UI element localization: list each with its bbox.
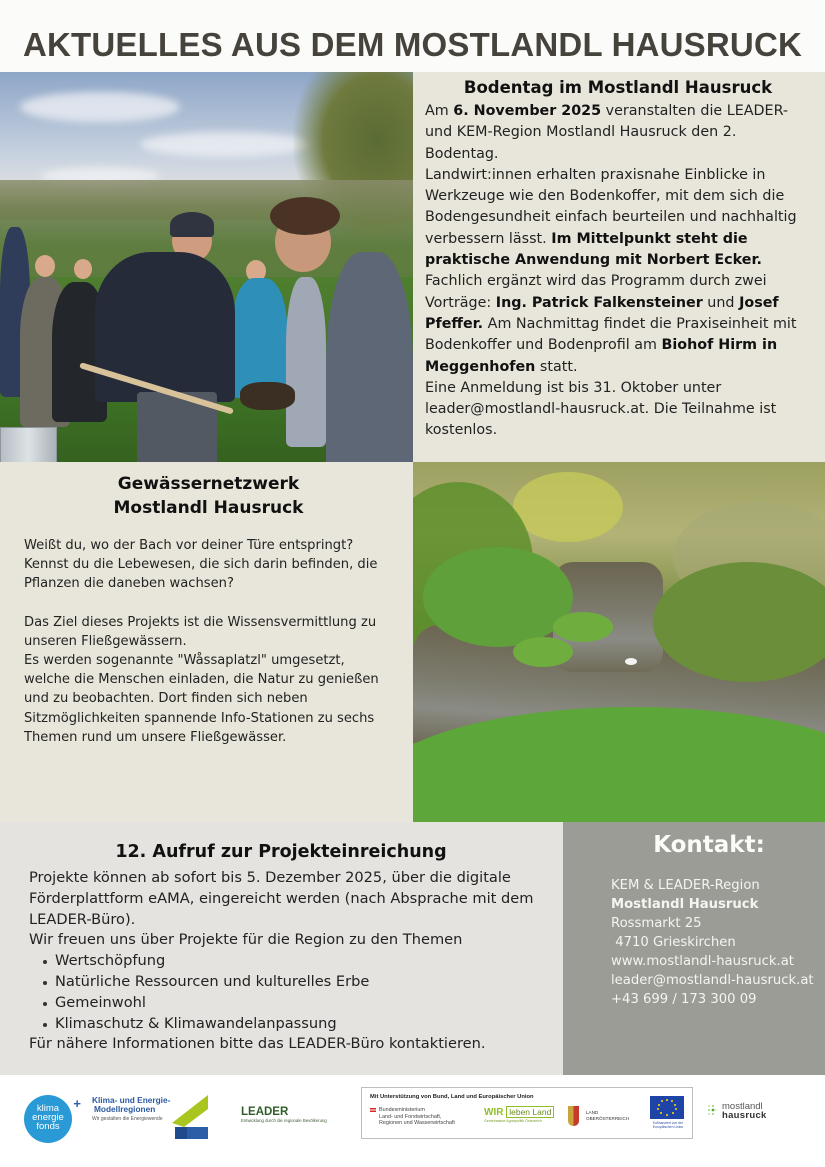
aufruf-section (0, 822, 563, 1075)
themes-list (29, 951, 543, 1034)
logo-text: WIR (484, 1107, 504, 1118)
funding-logos-box (361, 1087, 693, 1139)
kem-mark-icon (172, 1095, 208, 1139)
contact-org: KEM & LEADER-Region (611, 878, 760, 893)
eu-flag-icon (650, 1096, 684, 1119)
upper-austria-crest-icon (568, 1106, 579, 1126)
logo-text: Klima- und Energie- (92, 1095, 171, 1105)
speaker-name: Josef Pfeffer. (425, 294, 779, 332)
speaker-name: Ing. Patrick Falkensteiner (495, 294, 703, 311)
contact-phone: +43 699 / 173 300 09 (611, 992, 757, 1007)
logo-text: energie (32, 1112, 64, 1123)
text: veranstalten die LEADER- und KEM-Region Mostlandl Hausruck den 2. Bodentag. (425, 103, 789, 162)
contact-org-name: Mostlandl Hausruck (611, 897, 759, 912)
theme-item: Wertschöpfung (43, 951, 543, 972)
logo-text: Regionen und Wasserwirtschaft (379, 1120, 455, 1127)
event-date: 6. November 2025 (453, 103, 602, 119)
gewaesser-paragraph-details: Es werden sogenannte "Wåssaplatzl" umgesetzt, welche die Menschen einladen, die Natur zu genießen und zu beobachten. Dort finden sich neben Sitzmöglichkeiten spannende Info-Stationen zu sechs Themen rund um unsere Fließgewässer. (24, 653, 379, 745)
gewaesser-section (0, 462, 413, 822)
logo-text: LAND (586, 1110, 599, 1115)
logo-text: Land- und Forstwirtschaft, (379, 1113, 442, 1120)
text: Fachlich ergänzt wird das Programm durch zwei Vorträge: (425, 273, 767, 311)
logo-text: klima (36, 1103, 60, 1114)
text: Am (425, 103, 454, 119)
funding-heading: Mit Unterstützung von Bund, Land und Europäischer Union (370, 1094, 534, 1100)
logo-text: leben Land (506, 1106, 554, 1118)
logo-tagline: Entwicklung durch die regionale Bevölkerung (241, 1118, 327, 1123)
text: Landwirt:innen erhalten praxisnahe Einblicke in Werkzeuge wie den Bodenkoffer, mit dem sich die Bodengesundheit einfach beurteilen und nachhaltig verbessern lässt. (425, 166, 797, 247)
bodentag-paragraph-intro (425, 101, 811, 165)
contact-email-link[interactable]: leader@mostlandl-hausruck.at (611, 973, 814, 988)
focus-text: Im Mittelpunkt steht die praktische Anwendung mit Norbert Ecker. (425, 230, 762, 269)
bodentag-paragraph-registration: Eine Anmeldung ist bis 31. Oktober unter leader@mostlandl-hausruck.at. Die Teilnahme ist kostenlos. (425, 379, 777, 439)
logo-tagline: Wir gestalten die Energiewende (92, 1116, 163, 1122)
event-location: Biohof Hirm in Meggenhofen (425, 337, 778, 375)
theme-item: Natürliche Ressourcen und kulturelles Erbe (43, 972, 543, 993)
heading-line: Gewässernetzwerk (117, 474, 300, 494)
contact-section (563, 822, 825, 1075)
text: und (702, 294, 740, 311)
bodentag-section (413, 72, 825, 462)
austria-flag-icon (370, 1108, 376, 1112)
aufruf-paragraph-contact-hint: Für nähere Informationen bitte das LEADER-Büro kontaktieren. (29, 1035, 486, 1053)
stream-photo (413, 462, 825, 822)
contact-heading: Kontakt: (653, 832, 765, 858)
page-title: AKTUELLES AUS DEM MOSTLANDL HAUSRUCK (22, 26, 803, 63)
kem-logo (92, 1096, 182, 1122)
logo-text: LEADER (241, 1106, 289, 1118)
heading-line: Mostlandl Hausruck (113, 498, 304, 518)
bodentag-photo (0, 72, 413, 462)
leader-logo (241, 1106, 327, 1123)
plus-icon: + (73, 1096, 81, 1111)
theme-item: Gemeinwohl (43, 993, 543, 1014)
contact-website-link[interactable]: www.mostlandl-hausruck.at (611, 954, 794, 969)
logo-tagline: Gemeinsame Agrarpolitik Österreich (484, 1119, 542, 1123)
mostlandl-hausruck-logo (711, 1102, 767, 1121)
logo-text: hausruck (722, 1110, 767, 1121)
dots-icon (707, 1104, 717, 1118)
bodentag-heading: Bodentag im Mostlandl Hausruck (463, 78, 773, 97)
aufruf-paragraph-themes-intro: Wir freuen uns über Projekte für die Region zu den Themen (29, 931, 463, 949)
logo-text: Modellregionen (94, 1104, 156, 1114)
klima-energie-fonds-logo (24, 1095, 81, 1143)
aufruf-heading: 12. Aufruf zur Projekteinreichung (115, 842, 447, 862)
theme-item: Klimaschutz & Klimawandelanpassung (43, 1014, 543, 1035)
bodentag-paragraph-program (425, 165, 811, 378)
logo-footer (0, 1075, 825, 1167)
logo-text: mostlandl (722, 1101, 763, 1112)
aufruf-paragraph-deadline: Projekte können ab sofort bis 5. Dezember 2025, über die digitale Förderplattform eAMA, eingereicht werden (nach Absprache mit dem LEADER-Büro). (29, 869, 534, 928)
text: Am Nachmittag findet die Praxiseinheit mit Bodenkoffer und Bodenprofil am (425, 315, 797, 354)
gewaesser-heading (24, 472, 393, 520)
contact-street: Rossmarkt 25 (611, 916, 702, 931)
text: statt. (535, 358, 578, 375)
gewaesser-paragraph-questions: Weißt du, wo der Bach vor deiner Türe entspringt? Kennst du die Lebewesen, die sich darin befinden, die Pflanzen die daneben wachsen? (24, 538, 378, 592)
logo-text: OBERÖSTERREICH (586, 1116, 630, 1121)
gewaesser-paragraph-goal: Das Ziel dieses Projekts ist die Wissensvermittlung zu unseren Fließgewässern. (24, 614, 377, 649)
ministry-logo (370, 1107, 455, 1127)
eu-cofinanced-text: Kofinanziert von der Europäischen Union (652, 1121, 684, 1129)
logo-text: Bundesministerium (379, 1107, 425, 1113)
logo-text: fonds (36, 1121, 60, 1132)
contact-city: 4710 Grieskirchen (611, 935, 736, 950)
upper-austria-logo (586, 1110, 629, 1122)
wir-leben-land-logo (484, 1107, 554, 1123)
